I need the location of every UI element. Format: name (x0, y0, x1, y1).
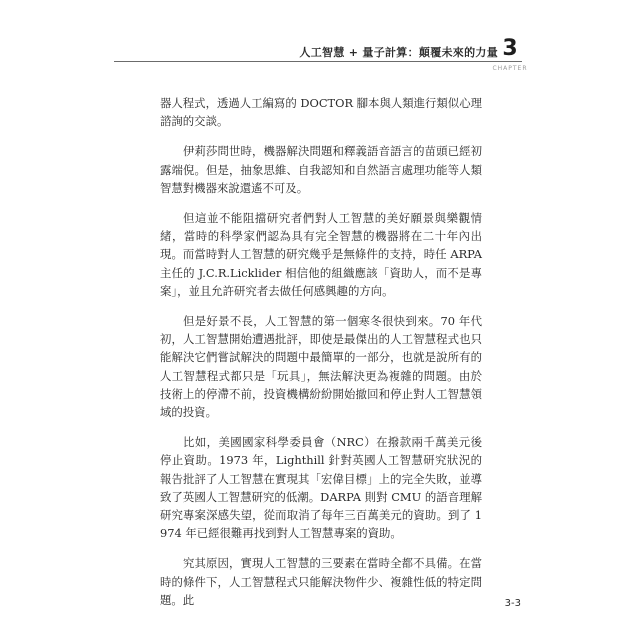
paragraph: 比如，美國國家科學委員會（NRC）在撥款兩千萬美元後停止資助。1973 年，Lighthill 針對英國人工智慧研究狀況的報告批評了人工智慧在實現其「宏偉目標」上的完全失敗，並導致了英國人工智慧研究的低潮。DARPA 則對 CMU 的語音理解研究專案深感失望，從而取消了每年三百萬美元的資助。到了 1974 年已經很難再找到對人工智慧專案的資助。 (160, 435, 482, 541)
header-rule (114, 61, 522, 62)
paragraph: 但是好景不長，人工智慧的第一個寒冬很快到來。70 年代初，人工智慧開始遭遇批評，即使是最傑出的人工智慧程式也只能解決它們嘗試解決的問題中最簡單的一部分，也就是說所有的人工智慧程式都只是「玩具」，無法解決更為複雜的問題。由於技術上的停滯不前，投資機構紛紛開始撤回和停止對人工智慧領域的投資。 (160, 314, 482, 420)
chapter-label: CHAPTER (492, 65, 528, 72)
chapter-number: 3 (502, 36, 518, 61)
paragraph: 器人程式，透過人工編寫的 DOCTOR 腳本與人類進行類似心理諮詢的交談。 (160, 96, 482, 129)
paragraph: 伊莉莎問世時，機器解決問題和釋義語音語言的苗頭已經初露端倪。但是，抽象思維、自我認知和自然語言處理功能等人類智慧對機器來說還遙不可及。 (160, 144, 482, 195)
page-number: 3-3 (504, 598, 521, 609)
running-head-title: 人工智慧 + 量子計算：顛覆未來的力量 (299, 46, 498, 59)
paragraph: 但這並不能阻擋研究者們對人工智慧的美好願景與樂觀情緒，當時的科學家們認為具有完全智慧的機器將在二十年內出現。而當時對人工智慧的研究幾乎是無條件的支持，時任 ARPA 主任的 J.C.R.Licklider 相信他的組織應該「資助人，而不是專案」，並且允許研究者去做任何感興趣的方向。 (160, 211, 482, 298)
body-text (160, 94, 482, 621)
paragraph: 究其原因，實現人工智慧的三要素在當時全都不具備。在當時的條件下，人工智慧程式只能解決物件少、複雜性低的特定問題。此 (160, 556, 482, 607)
